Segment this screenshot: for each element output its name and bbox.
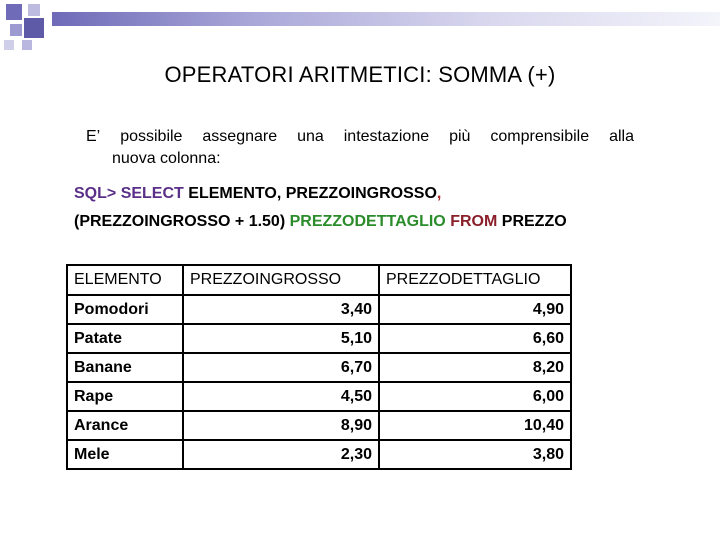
cell-prezzodettaglio: 6,00	[379, 382, 571, 411]
cell-prezzodettaglio: 3,80	[379, 440, 571, 469]
table-header-row	[67, 265, 571, 295]
result-table	[66, 264, 572, 470]
header-accent-bar	[52, 12, 720, 26]
intro-word: alla	[609, 128, 634, 145]
cell-prezzodettaglio: 4,90	[379, 295, 571, 324]
sql-comma: ,	[436, 185, 442, 202]
intro-word: assegnare	[202, 128, 278, 145]
column-header-elemento: ELEMENTO	[67, 265, 183, 295]
cell-prezzoingrosso: 6,70	[183, 353, 379, 382]
cell-elemento: Patate	[67, 324, 183, 353]
cell-elemento: Rape	[67, 382, 183, 411]
cell-prezzoingrosso: 2,30	[183, 440, 379, 469]
cell-elemento: Banane	[67, 353, 183, 382]
cell-elemento: Pomodori	[67, 295, 183, 324]
sql-prompt: SQL>	[74, 185, 117, 202]
intro-line-2: nuova colonna:	[112, 150, 221, 167]
table-row	[67, 411, 571, 440]
cell-prezzodettaglio: 10,40	[379, 411, 571, 440]
corner-square-2	[28, 4, 40, 16]
table-row	[67, 440, 571, 469]
sql-line-1	[74, 180, 634, 208]
intro-line-1	[86, 126, 634, 148]
table-row	[67, 353, 571, 382]
intro-word: possibile	[120, 128, 183, 145]
page-title: OPERATORI ARITMETICI: SOMMA (+)	[164, 62, 556, 87]
sql-line-2	[74, 208, 634, 236]
corner-square-1	[6, 4, 22, 20]
corner-square-4	[24, 18, 44, 38]
sql-columns: ELEMENTO, PREZZOINGROSSO	[188, 185, 437, 202]
sql-statement	[74, 180, 634, 236]
cell-prezzoingrosso: 8,90	[183, 411, 379, 440]
cell-prezzoingrosso: 5,10	[183, 324, 379, 353]
intro-word: più	[449, 128, 471, 145]
sql-table-name: PREZZO	[501, 213, 567, 230]
cell-elemento: Mele	[67, 440, 183, 469]
table-row	[67, 295, 571, 324]
column-header-prezzodettaglio: PREZZODETTAGLIO	[379, 265, 571, 295]
cell-prezzoingrosso: 3,40	[183, 295, 379, 324]
sql-select-keyword: SELECT	[120, 185, 184, 202]
sql-from-keyword: FROM	[450, 213, 498, 230]
cell-prezzoingrosso: 4,50	[183, 382, 379, 411]
table-row	[67, 324, 571, 353]
corner-square-5	[4, 40, 14, 50]
intro-word: comprensibile	[490, 128, 590, 145]
sql-expression: (PREZZOINGROSSO + 1.50)	[74, 213, 286, 230]
intro-word: intestazione	[343, 128, 430, 145]
corner-square-6	[22, 40, 32, 50]
intro-word: E’	[86, 128, 101, 145]
corner-square-3	[10, 24, 22, 36]
sql-alias: PREZZODETTAGLIO	[289, 213, 446, 230]
intro-word: una	[297, 128, 324, 145]
column-header-prezzoingrosso: PREZZOINGROSSO	[183, 265, 379, 295]
cell-elemento: Arance	[67, 411, 183, 440]
cell-prezzodettaglio: 6,60	[379, 324, 571, 353]
intro-text	[86, 126, 634, 170]
cell-prezzodettaglio: 8,20	[379, 353, 571, 382]
table-row	[67, 382, 571, 411]
